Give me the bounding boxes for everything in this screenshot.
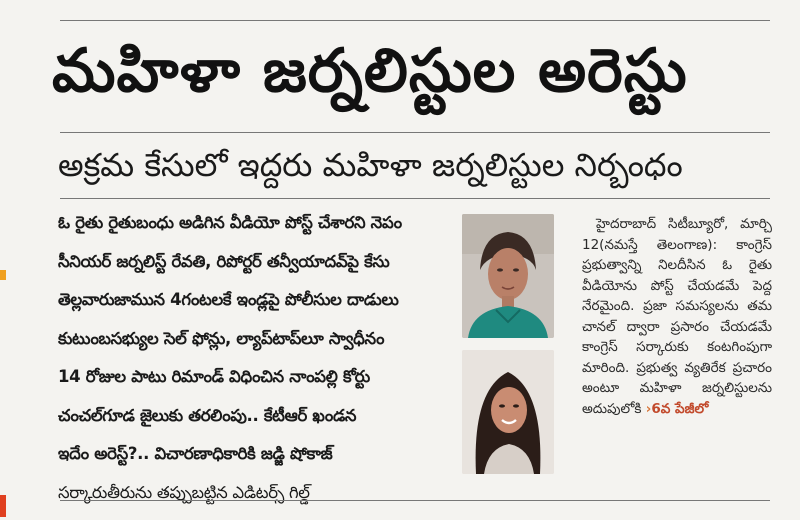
- headline: మహిళా జర్నలిస్టుల అరెస్టు: [52, 36, 688, 106]
- journalist-photo-2: [462, 350, 554, 474]
- top-rule: [60, 20, 770, 21]
- summary-points-list: [58, 205, 448, 513]
- bottom-rule: [60, 500, 770, 501]
- summary-point: కుటుంబసభ్యుల సెల్ ఫోన్లు, ల్యాప్‌టాప్‌లూ స్వాధీనం: [58, 328, 385, 348]
- summary-point: సర్కారుతీరును తప్పుబట్టిన ఎడిటర్స్ గిల్డ్: [58, 482, 310, 502]
- journalist-photo-1: [462, 214, 554, 338]
- article-body: [582, 214, 772, 419]
- left-edge-marker: [0, 270, 6, 280]
- summary-point: సీనియర్ జర్నలిస్ట్ రేవతి, రిపోర్టర్ తన్వీయాదవ్‌పై కేసు: [58, 251, 390, 271]
- summary-point: ఓ రైతు రైతుబంధు అడిగిన వీడియో పోస్ట్ చేశారని నెపం: [58, 213, 402, 232]
- summary-point: తెల్లవారుజామున 4గంటలకే ఇండ్లపై పోలీసుల దాడులు: [58, 290, 399, 309]
- article-body-text: హైదరాబాద్ సిటీబ్యూరో, మార్చి 12(నమస్తే తెలంగాణ): కాంగ్రెస్ ప్రభుత్వాన్ని నిలదీసిన ఓ రైతు వీడియోను పోస్ట్ చేయడమే పెద్ద నేరమైంది. ప్రజా సమస్యలను తమ చానల్ ద్వారా ప్రసారం చేయడమే కాంగ్రెస్ సర్కారుకు కంటగింపుగా మారింది. ప్రభుత్వ వ్యతిరేక ప్రచారం అంటూ మహిళా జర్నలిస్టులను అదుపులోకి: [582, 216, 772, 417]
- summary-point: 14 రోజుల పాటు రిమాండ్ విధించిన నాంపల్లి కోర్టు: [58, 367, 370, 386]
- continuation-arrow-icon: ›: [645, 400, 652, 417]
- continuation-link[interactable]: 6వ పేజీలో: [651, 400, 709, 417]
- left-edge-marker: [0, 495, 6, 517]
- summary-point: ఇదేం అరెస్ట్?.. విచారణాధికారికి జడ్జి షోకాజ్: [58, 444, 333, 463]
- headline-divider: [60, 132, 770, 133]
- summary-point: చంచల్‌గూడ జైలుకు తరలింపు.. కేటీఆర్ ఖండన: [58, 405, 357, 425]
- subheadline: అక్రమ కేసులో ఇద్దరు మహిళా జర్నలిస్టుల నిర్బంధం: [58, 146, 683, 184]
- subheadline-divider: [60, 198, 770, 199]
